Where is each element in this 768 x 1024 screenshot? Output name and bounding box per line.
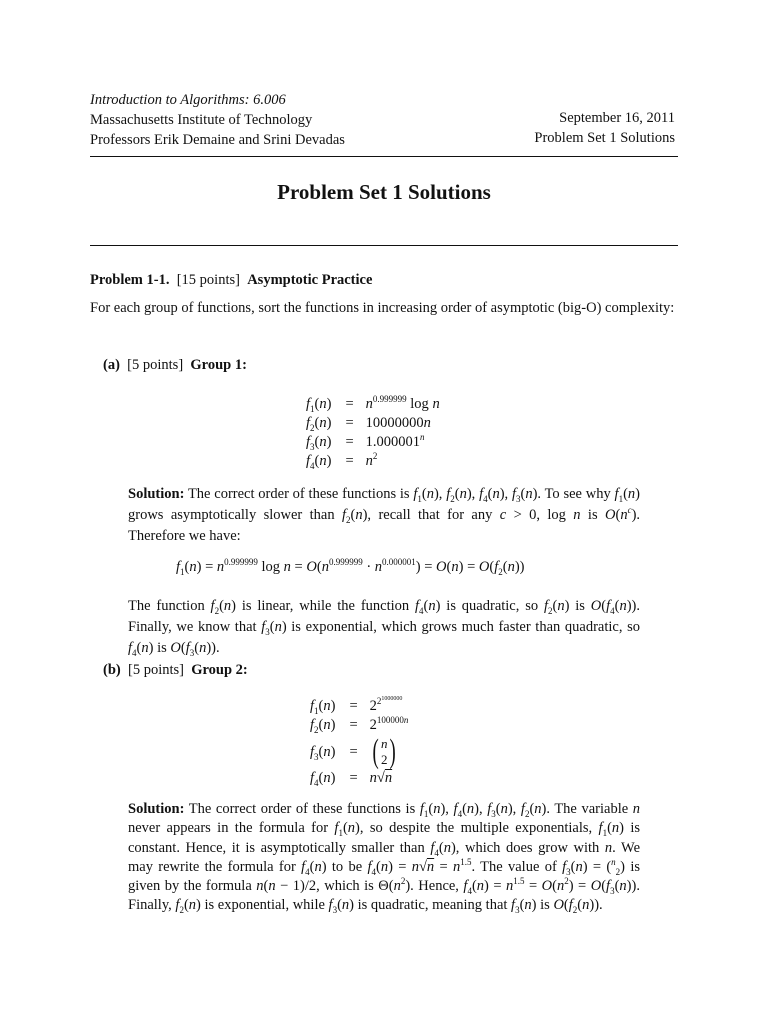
professors: Professors Erik Demaine and Srini Devadas <box>90 132 345 148</box>
text-span: is exponential, while <box>204 897 325 914</box>
header-doc-label: Problem Set 1 Solutions <box>534 130 675 146</box>
text-span: We may rewrite the formula for <box>128 839 641 875</box>
equation-row: $f_2(n)$ = $2^{100000n}$ <box>310 715 409 735</box>
part-b-heading <box>103 660 248 680</box>
text-span: to be <box>331 858 363 875</box>
problem-points: [15 points] <box>176 272 240 288</box>
group2-equations <box>306 697 412 788</box>
text-span: Hence, <box>418 878 459 895</box>
equation-row: $f_4(n)$ = n√n <box>310 770 393 788</box>
header-date: September 16, 2011 <box>559 110 675 126</box>
text-span: Therefore we have: <box>128 528 241 544</box>
header-right <box>534 108 675 148</box>
equation-row: $f_1(n)$ = $n^{0.999999}$ log n <box>306 394 440 414</box>
part-b-points: [5 points] <box>127 662 184 678</box>
group1-equations <box>302 395 444 471</box>
title-rule <box>90 245 678 246</box>
text-span: is <box>540 897 550 914</box>
equation-row: $f_3(n)$ = ( n 2 ) <box>306 735 412 769</box>
part-a-heading <box>103 355 247 375</box>
binomial: ( n 2 ) <box>372 733 397 770</box>
text-span: grows asymptotically slower than <box>128 507 335 523</box>
header-rule <box>90 156 678 157</box>
header-left <box>90 90 345 150</box>
institution: Massachusetts Institute of Technology <box>90 112 313 128</box>
text-span: which does grow with <box>464 839 600 856</box>
text-span: is given by the formula <box>128 858 640 895</box>
text-span: which is <box>324 878 374 895</box>
text-span: The function <box>128 598 205 614</box>
equation-row: $f_3(n)$ = 1.000001$^n$ <box>306 432 425 452</box>
text-span: is quadratic, so <box>446 598 539 614</box>
problem-number: Problem 1-1. <box>90 272 170 288</box>
solution-label: Solution: <box>128 801 185 817</box>
part-a-label: (a) <box>103 357 120 373</box>
text-span: is constant. Hence, it is asymptotically smaller than <box>128 820 641 856</box>
part-a-derivation: $f_1(n) = n^{0.999999}$ $\log n = O(n^{0.999999} \cdot n^{0.000001}) = O(n) = O(f_2(n))$ <box>176 557 525 577</box>
text-span: is <box>157 640 167 656</box>
page-title: Problem Set 1 Solutions <box>277 180 491 204</box>
part-a-group: Group 1: <box>190 357 247 373</box>
problem-intro: For each group of functions, sort the functions in increasing order of asymptotic (big-O) complexity: <box>90 300 675 316</box>
text-span: is linear, while the function <box>241 598 410 614</box>
course-title: Introduction to Algorithms: 6.006 <box>90 92 286 108</box>
text-span: Finally, <box>128 897 172 914</box>
text-span: To see why <box>544 486 611 502</box>
part-a-solution-2: The function $f_2(n)$ is linear, while the function $f_4(n)$ is quadratic, so $f_2(n)$ is $O(f_4(n))$. Finally, we know that $f_3(n)$ is exponential, which grows much faster than quadratic, so $f_4(n)$ is $O(f_3(n))$. <box>128 598 641 658</box>
text-span: Finally, we know that <box>128 619 257 635</box>
text-span: The variable <box>554 801 629 817</box>
text-span: is <box>575 598 585 614</box>
text-span: recall that for any <box>378 507 493 523</box>
part-b-solution: Solution: The correct order of these functions is $f_1(n)$, $f_4(n)$, $f_3(n)$, $f_2(n)$. The variable n never appears in the formula for $f_1(n)$, so despite the multiple exponentials, $f_1(n)$ is constant. Hence, it is asymptotically smaller than $f_4(n)$, which does grow with n. We may rewrite the formula for $f_4(n)$ to be $f_4(n) = n√n = n^{1.5}$. The value of $f_3(n) = (^n_2)$ is given by the formula n(n − 1)/2, which is $\Theta(n^2)$. Hence, $f_4(n) = n^{1.5} = O(n^2) = O(f_3(n))$. Finally, $f_2(n)$ is exponential, while $f_3(n)$ is quadratic, meaning that $f_3(n)$ is $O(f_2(n))$. <box>128 801 641 916</box>
equation-row: $f_2(n)$ = 10000000n <box>306 415 431 433</box>
text-span: is exponential, which grows much faster than quadratic, so <box>291 619 640 635</box>
text-span: so despite the multiple exponentials, <box>369 820 593 837</box>
equation-row: $f_4(n)$ = $n^2$ <box>306 451 378 471</box>
text-span: never appears in the formula for <box>128 820 329 837</box>
part-a-solution-1: Solution: The correct order of these functions is $f_1(n)$, $f_2(n)$, $f_4(n)$, $f_3(n)$. To see why $f_1(n)$ grows asymptotically slower than $f_2(n)$, recall that for any c > 0, log n is $O(n^c)$. Therefore we have: <box>128 486 641 544</box>
text-span: The value of <box>480 858 557 875</box>
equation-row: $f_1(n)$ = $2^{2^{1000000}}$ <box>310 696 403 716</box>
problem-heading <box>90 270 372 290</box>
part-b-group: Group 2: <box>191 662 248 678</box>
solution-label: Solution: <box>128 486 185 502</box>
text-span: The correct order of these functions is <box>187 486 410 502</box>
part-a-points: [5 points] <box>127 357 184 373</box>
problem-name: Asymptotic Practice <box>247 272 373 288</box>
text-span: The correct order of these functions is <box>188 801 416 817</box>
text-span: is quadratic, meaning that <box>357 897 508 914</box>
part-b-label: (b) <box>103 662 121 678</box>
